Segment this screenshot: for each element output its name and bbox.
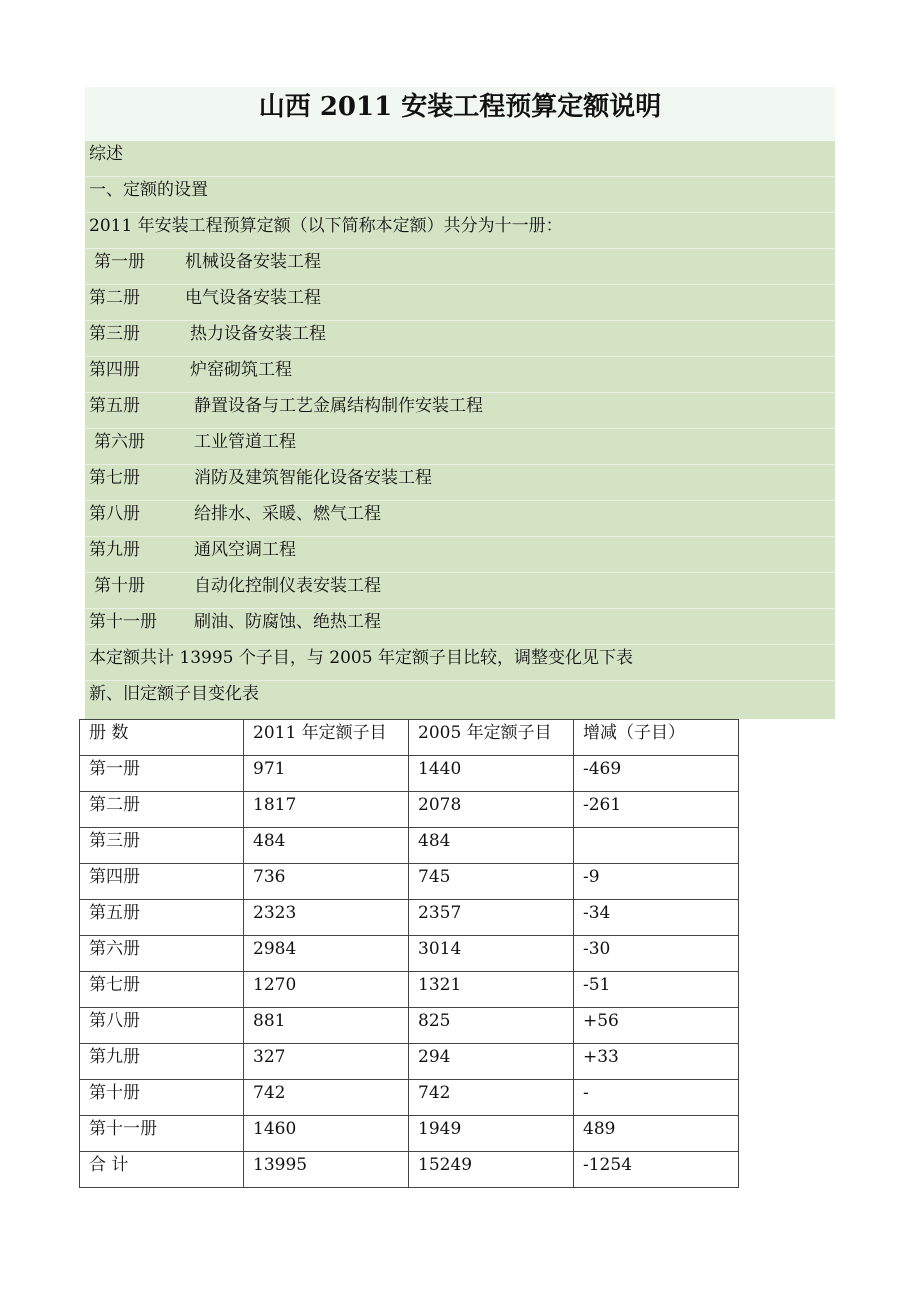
table-row	[80, 792, 739, 828]
title-band	[85, 87, 835, 141]
table-cell: 1949	[409, 1116, 574, 1152]
volume-line	[85, 357, 835, 393]
table-row	[80, 936, 739, 972]
volume-number: 第二册	[89, 288, 140, 308]
summary-text: 本定额共计 13995 个子目，与 2005 年定额子目比较，调整变化见下表	[89, 648, 633, 668]
table-cell: 2078	[409, 792, 574, 828]
table-row	[80, 1008, 739, 1044]
volume-number: 第六册	[94, 432, 145, 452]
volume-line	[85, 321, 835, 357]
table-row	[80, 864, 739, 900]
summary-line	[85, 645, 835, 681]
volume-line	[85, 609, 835, 645]
table-row	[80, 756, 739, 792]
table-cell: 第十一册	[80, 1116, 244, 1152]
table-cell: 2357	[409, 900, 574, 936]
header-cell: 2005 年定额子目	[409, 720, 574, 756]
volume-line	[85, 249, 835, 285]
volume-line	[85, 393, 835, 429]
header-cell: 册 数	[80, 720, 244, 756]
table-cell: 第六册	[80, 936, 244, 972]
table-cell: 1270	[244, 972, 409, 1008]
volume-number: 第九册	[89, 540, 140, 560]
table-caption: 新、旧定额子目变化表	[89, 684, 259, 704]
table-row	[80, 972, 739, 1008]
table-cell: 第十册	[80, 1080, 244, 1116]
table-cell: 3014	[409, 936, 574, 972]
overview-heading: 综述	[89, 144, 123, 164]
table-cell: 第一册	[80, 756, 244, 792]
table-cell: -51	[574, 972, 739, 1008]
volume-name: 工业管道工程	[194, 432, 296, 452]
table-cell: 第八册	[80, 1008, 244, 1044]
table-row	[80, 900, 739, 936]
overview-line	[85, 141, 835, 177]
volume-number: 第十册	[94, 576, 145, 596]
volume-name: 炉窑砌筑工程	[190, 360, 292, 380]
table-cell: 327	[244, 1044, 409, 1080]
table-cell: 第三册	[80, 828, 244, 864]
intro-sentence: 2011 年安装工程预算定额（以下简称本定额）共分为十一册：	[89, 216, 563, 236]
table-cell: 1440	[409, 756, 574, 792]
table-cell: -261	[574, 792, 739, 828]
volume-number: 第五册	[89, 396, 140, 416]
header-cell: 增减（子目）	[574, 720, 739, 756]
volume-number: 第三册	[89, 324, 140, 344]
table-row	[80, 1116, 739, 1152]
table-cell: 484	[244, 828, 409, 864]
table-cell: -9	[574, 864, 739, 900]
table-cell: 第九册	[80, 1044, 244, 1080]
table-total-row	[80, 1152, 739, 1188]
volume-line	[85, 285, 835, 321]
table-cell: 13995	[244, 1152, 409, 1188]
table-cell: 736	[244, 864, 409, 900]
volume-name: 消防及建筑智能化设备安装工程	[194, 468, 432, 488]
volume-name: 刷油、防腐蚀、绝热工程	[194, 612, 381, 632]
table-cell: +56	[574, 1008, 739, 1044]
volume-name: 自动化控制仪表安装工程	[194, 576, 381, 596]
comparison-table	[79, 719, 739, 1188]
table-cell: 第二册	[80, 792, 244, 828]
table-cell: 971	[244, 756, 409, 792]
volume-name: 电气设备安装工程	[185, 288, 321, 308]
volume-number: 第八册	[89, 504, 140, 524]
volume-number: 第四册	[89, 360, 140, 380]
table-row	[80, 828, 739, 864]
table-caption-line	[85, 681, 835, 717]
table-header-row	[80, 720, 739, 756]
table-cell: 881	[244, 1008, 409, 1044]
table-cell: 742	[244, 1080, 409, 1116]
table-cell: -1254	[574, 1152, 739, 1188]
volume-name: 机械设备安装工程	[185, 252, 321, 272]
volume-name: 通风空调工程	[194, 540, 296, 560]
volume-line	[85, 501, 835, 537]
volume-number: 第一册	[94, 252, 145, 272]
intro-line	[85, 213, 835, 249]
table-row	[80, 1080, 739, 1116]
volume-number: 第七册	[89, 468, 140, 488]
table-cell: 第四册	[80, 864, 244, 900]
table-cell: 1817	[244, 792, 409, 828]
table-cell: 2984	[244, 936, 409, 972]
volume-number: 第十一册	[89, 612, 157, 632]
table-cell: 15249	[409, 1152, 574, 1188]
volume-name: 热力设备安装工程	[190, 324, 326, 344]
table-cell: 484	[409, 828, 574, 864]
volume-name: 给排水、采暖、燃气工程	[194, 504, 381, 524]
table-cell: 1321	[409, 972, 574, 1008]
table-cell: -30	[574, 936, 739, 972]
section-heading: 一、定额的设置	[89, 180, 208, 200]
table-cell: 745	[409, 864, 574, 900]
section-line	[85, 177, 835, 213]
table-cell: 2323	[244, 900, 409, 936]
document-title: 山西 2011 安装工程预算定额说明	[258, 92, 662, 122]
table-cell: 294	[409, 1044, 574, 1080]
table-cell: 742	[409, 1080, 574, 1116]
table-row	[80, 1044, 739, 1080]
volume-line	[85, 465, 835, 501]
table-cell: 1460	[244, 1116, 409, 1152]
table-cell: +33	[574, 1044, 739, 1080]
table-cell: 489	[574, 1116, 739, 1152]
table-cell: 825	[409, 1008, 574, 1044]
table-cell: 合 计	[80, 1152, 244, 1188]
volume-line	[85, 537, 835, 573]
table-cell: 第五册	[80, 900, 244, 936]
volume-line	[85, 429, 835, 465]
header-cell: 2011 年定额子目	[244, 720, 409, 756]
table-cell: -	[574, 1080, 739, 1116]
table-cell	[574, 828, 739, 864]
volume-name: 静置设备与工艺金属结构制作安装工程	[194, 396, 483, 416]
table-cell: 第七册	[80, 972, 244, 1008]
volume-line	[85, 573, 835, 609]
shaded-text-block	[85, 141, 835, 719]
table-cell: -34	[574, 900, 739, 936]
table-cell: -469	[574, 756, 739, 792]
